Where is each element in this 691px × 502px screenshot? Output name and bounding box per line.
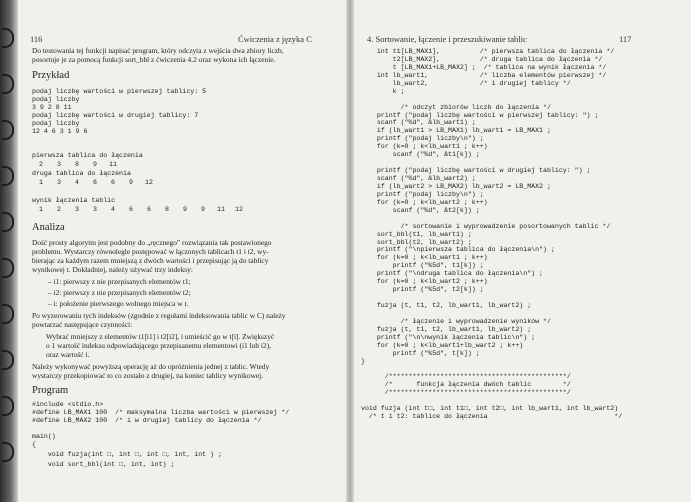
table1-value: 8 [75, 161, 79, 168]
code-line: for (k=0 ; k<lb_wart1 ; k++) [361, 254, 488, 262]
code-line [361, 96, 622, 104]
code-line: /* łączenie i wyprowadzenie wyników */ [361, 317, 551, 325]
page-gutter [346, 0, 354, 502]
program-line: #include <stdio.h> [32, 401, 104, 408]
code-line: lb_wart2, /* i drugiej tablicy */ [361, 79, 571, 87]
code-line: /* t i t2: tablice do łączenia */ [361, 413, 623, 421]
example-heading: Przykład [32, 70, 70, 81]
program-line: #define LB_MAX2 100 /* i w drugiej tablicy do łączenia */ [32, 417, 262, 424]
page-number-right: 117 [619, 34, 632, 44]
code-line: t2[LB_MAX2], /* druga tablica do łączenia */ [361, 55, 603, 63]
result-value: 3 [93, 206, 97, 213]
table1-value: 11 [109, 161, 117, 168]
result-value: 1 [39, 206, 43, 213]
table1-value: 9 [93, 161, 97, 168]
code-line: scanf ("%d", &lb_wart1) ; [361, 119, 476, 127]
analysis-line: powtarzać następujące czynności: [32, 320, 133, 329]
code-line: printf ("%5d", t1[k]) ; [361, 262, 484, 270]
code-line: printf ("\ndruga tablica do łączenia\n") ; [361, 270, 544, 278]
binding-rings [2, 28, 14, 488]
index-bullet: – i2: pierwszy z nie przepisanych elementów t2; [48, 288, 191, 297]
code-line: sort_bbl(t1, lb_wart1) ; [361, 230, 472, 238]
code-line: for (k=0 ; k<lb_wart1+lb_wart2 ; k++) [361, 341, 524, 349]
example-line: 3 9 2 8 11 [32, 104, 72, 111]
intro-line: Do testowania tej funkcji napisać program, który odczyta z wejścia dwa zbiory liczb, [32, 46, 284, 55]
result-value: 4 [111, 206, 115, 213]
analysis-line: problemu. Wystarczy równolegle postępować w łączonych tablicach t1 i t2, wy- [32, 247, 269, 256]
index-bullet: – i: położenie pierwszego wolnego miejsca w t. [48, 299, 189, 308]
result-value: 8 [165, 206, 169, 213]
analysis-heading: Analiza [32, 222, 65, 233]
analysis-line: wynikowej t. Dokładniej, należy używać trzy indeksy: [32, 265, 193, 274]
result-value: 6 [147, 206, 151, 213]
code-line: printf ("podaj liczbę wartości w pierwszej tablicy: ") ; [361, 111, 599, 119]
code-line: /* odczyt zbiorów liczb do łączenia */ [361, 103, 551, 111]
code-line: printf ("podaj liczbę wartości w drugiej tablicy: ") ; [361, 167, 591, 175]
code-line: fuzja (t, t1, t2, lb_wart1, lb_wart2) ; [361, 325, 532, 333]
table1-values [32, 161, 122, 169]
code-line: if (lb_wart1 > LB_MAX1) lb_wart1 = LB_MAX1 ; [361, 127, 551, 135]
result-value: 12 [235, 206, 243, 213]
analysis-line: Po wyzerowaniu tych indeksów (zgodnie z regułami indeksowania tablic w C) należy [32, 311, 286, 320]
program-line: { [32, 441, 36, 448]
code-line: printf ("podaj liczby\n") ; [361, 190, 484, 198]
code-line: if (lb_wart2 > LB_MAX2) lb_wart2 = LB_MAX2 ; [361, 182, 551, 190]
code-line: for (k=0 ; k<lb_wart2 ; k++) [361, 198, 488, 206]
code-line: int lb_wart1, /* liczba elementów pierwszej */ [361, 71, 607, 79]
analysis-line: Należy wykonywać powyższą operację aż do opróżnienia jednej z tablic. Wtedy [32, 362, 270, 371]
code-listing [361, 48, 622, 421]
example-line: 12 4 6 3 1 9 6 [32, 128, 88, 135]
table2-value: 9 [129, 179, 133, 186]
table2-value: 12 [145, 179, 153, 186]
example-line: podaj liczby [32, 96, 80, 103]
code-line: sort_bbl(t2, lb_wart2) ; [361, 238, 472, 246]
code-line: printf ("%5d", t[k]) ; [361, 349, 480, 357]
code-line: for (k=0 ; k<lb_wart2 ; k++) [361, 278, 488, 286]
analysis-line: Wybrać mniejszy z elementów t1[i1] i t2[i2], i umieścić go w t[i]. Zwiększyć [46, 332, 275, 341]
code-line: /*********************************************/ [361, 389, 571, 397]
page-number-left: 116 [30, 34, 43, 44]
result-value: 2 [57, 206, 61, 213]
result-label: wynik łączenia tablic [32, 197, 116, 204]
code-line: int t1[LB_MAX1], /* pierwsza tablica do łączenia */ [361, 48, 615, 55]
analysis-line: o 1 wartość indeksu odpowiadającego przepisanemu elementowi (i1 lub i2), [46, 341, 271, 350]
table1-value: 3 [57, 161, 61, 168]
program-heading: Program [32, 385, 69, 396]
spiral-binding [0, 0, 18, 502]
code-line [361, 294, 622, 302]
table2-value: 4 [75, 179, 79, 186]
code-line: /* sortowanie i wyprowadzenie posortowanych tablic */ [361, 222, 611, 230]
table2-value: 6 [93, 179, 97, 186]
table1-value: 2 [39, 161, 43, 168]
code-line [361, 215, 622, 223]
running-head-left: Ćwiczenia z języka C [238, 34, 312, 44]
right-page [355, 0, 691, 502]
code-line: scanf ("%d", &lb_wart2) ; [361, 175, 476, 182]
table2-label: druga tablica do łączenia [32, 170, 131, 177]
code-line [361, 397, 622, 405]
program-line: main() [32, 433, 56, 440]
result-value: 9 [183, 206, 187, 213]
program-line: void fuzja(int □, int □, int □, int, int ) ; [32, 451, 222, 458]
result-value: 6 [129, 206, 133, 213]
code-line [361, 310, 622, 318]
analysis-line: wystarczy przekopiować to co zostało z drugiej, na koniec tablicy wynikowej. [32, 371, 264, 380]
result-value: 11 [217, 206, 225, 213]
example-line: podaj liczbę wartości w pierwszej tablicy: 5 [32, 88, 207, 95]
code-line: scanf ("%d", &t1[k]) ; [361, 151, 480, 159]
code-line: scanf ("%d", &t2[k]) ; [361, 206, 480, 214]
code-line: printf ("\npierwsza tablica do łączenia\n") ; [361, 246, 555, 254]
program-line: #define LB_MAX1 100 /* maksymalna liczba wartości w pierwszej */ [32, 409, 290, 416]
program-line: void sort_bbl(int □, int, int) ; [32, 461, 175, 468]
code-line: fuzja (t, t1, t2, lb_wart1, lb_wart2) ; [361, 302, 532, 309]
left-page [22, 0, 346, 502]
result-value: 9 [201, 206, 205, 213]
analysis-line: oraz wartość i. [46, 350, 90, 359]
intro-line: posortuje je za pomocą funkcji sort_bbl z ćwiczenia 4.2 oraz wykona ich łączenie. [32, 55, 276, 64]
result-value: 3 [75, 206, 79, 213]
table2-value: 1 [39, 179, 43, 186]
analysis-line: Dość prosty algorytm jest podobny do „ręcznego” rozwiązania tak postawionego [32, 238, 272, 247]
result-values [32, 206, 248, 214]
code-line: printf ("\n\nwynik łączenia tablic\n") ; [361, 333, 536, 341]
code-line: for (k=0 ; k<lb_wart1 ; k++) [361, 143, 488, 151]
running-head-right: 4. Sortowanie, łączenie i przeszukiwanie tablic [367, 34, 527, 44]
index-bullet: – i1: pierwszy z nie przepisanych elementów t1; [48, 277, 191, 286]
table2-value: 3 [57, 179, 61, 186]
code-line [361, 159, 622, 167]
example-line: podaj liczby [32, 120, 80, 127]
code-line [361, 366, 622, 374]
code-line: void fuzja (int t□, int t1□, int t2□, int lb_wart1, int lb_wart2) [361, 405, 619, 413]
table2-values [32, 179, 158, 187]
code-line: /*********************************************/ [361, 373, 571, 381]
code-line: /* funkcja łączenia dwóch tablic */ [361, 381, 571, 389]
code-line: printf ("%5d", t2[k]) ; [361, 286, 484, 294]
code-line: } [361, 357, 365, 365]
code-line: printf ("podaj liczby\n") ; [361, 135, 484, 143]
code-line: k ; [361, 87, 405, 95]
example-line: podaj liczbę wartości w drugiej tablicy: 7 [32, 112, 199, 119]
code-line: t [LB_MAX1+LB_MAX2] ; /* tablica na wynik łączenia */ [361, 63, 607, 71]
table1-label: pierwsza tablica do łączenia [32, 152, 143, 159]
analysis-line: bierając za każdym razem mniejszą z dwóch wartości i przepisując ją do tablicy [32, 256, 269, 265]
table2-value: 6 [111, 179, 115, 186]
